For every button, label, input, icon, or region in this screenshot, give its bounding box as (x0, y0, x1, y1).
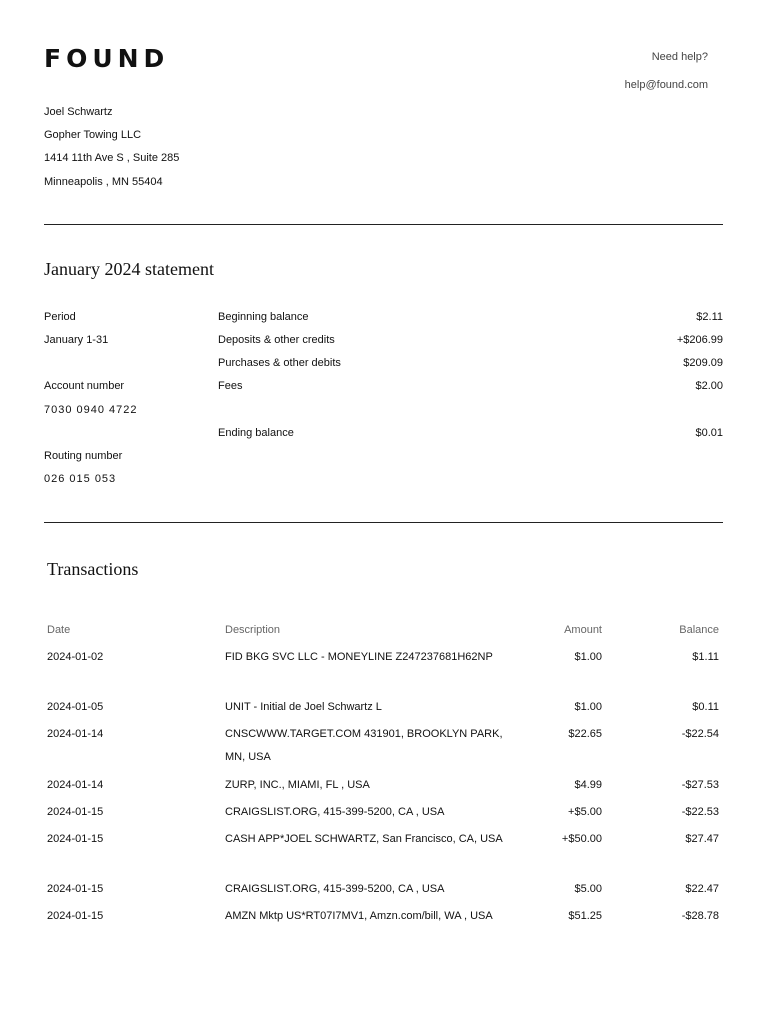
transaction-balance: -$22.54 (681, 728, 719, 740)
transaction-date: 2024-01-15 (47, 833, 104, 845)
customer-street: 1414 11th Ave S , Suite 285 (44, 152, 180, 164)
purchases-label: Purchases & other debits (218, 357, 341, 369)
customer-name: Joel Schwartz (44, 106, 113, 118)
transaction-description: CRAIGSLIST.ORG, 415-399-5200, CA , USA (225, 883, 445, 895)
found-logo: FOUND (44, 44, 170, 73)
transaction-balance: $0.11 (692, 701, 719, 713)
transaction-description: AMZN Mktp US*RT07I7MV1, Amzn.com/bill, WA , USA (225, 910, 493, 922)
transaction-date: 2024-01-02 (47, 651, 104, 663)
transaction-amount: +$5.00 (568, 806, 602, 818)
transaction-amount: $4.99 (574, 779, 602, 791)
transaction-date: 2024-01-15 (47, 910, 104, 922)
fees-label: Fees (218, 380, 243, 392)
fees-value: $2.00 (695, 380, 723, 392)
transaction-amount: +$50.00 (561, 833, 602, 845)
routing-number-value: 026 015 053 (44, 473, 117, 485)
divider (44, 224, 723, 225)
transaction-date: 2024-01-14 (47, 728, 104, 740)
transaction-description: CNSCWWW.TARGET.COM 431901, BROOKLYN PARK, MN, USA (225, 728, 503, 763)
transaction-amount: $51.25 (568, 910, 602, 922)
transaction-balance: -$27.53 (681, 779, 719, 791)
transaction-balance: $1.11 (692, 651, 719, 663)
transaction-description: UNIT - Initial de Joel Schwartz L (225, 701, 382, 713)
beginning-balance-value: $2.11 (696, 311, 723, 323)
transaction-date: 2024-01-15 (47, 806, 104, 818)
transaction-date: 2024-01-05 (47, 701, 104, 713)
transaction-description: FID BKG SVC LLC - MONEYLINE Z247237681H62NP (225, 651, 493, 663)
need-help-text: Need help? (651, 51, 708, 63)
transaction-date: 2024-01-15 (47, 883, 104, 895)
ending-balance-label: Ending balance (218, 427, 294, 439)
routing-number-label: Routing number (44, 450, 123, 462)
account-number-label: Account number (44, 380, 125, 392)
transactions-title: Transactions (47, 559, 139, 579)
deposits-label: Deposits & other credits (218, 334, 335, 346)
transaction-balance: $22.47 (685, 883, 719, 895)
customer-company: Gopher Towing LLC (44, 129, 142, 141)
transaction-balance: -$22.53 (681, 806, 719, 818)
transaction-amount: $1.00 (574, 651, 602, 663)
transaction-amount: $1.00 (574, 701, 602, 713)
transaction-date: 2024-01-14 (47, 779, 104, 791)
purchases-value: $209.09 (683, 357, 723, 369)
customer-city: Minneapolis , MN 55404 (44, 176, 163, 188)
date-column-header: Date (47, 624, 71, 636)
transaction-amount: $22.65 (568, 728, 602, 740)
description-column-header: Description (225, 624, 281, 636)
balance-column-header: Balance (679, 624, 719, 636)
statement-title: January 2024 statement (44, 259, 214, 279)
transaction-balance: $27.47 (685, 833, 719, 845)
help-email-link[interactable]: help@found.com (624, 79, 708, 91)
transaction-description: CRAIGSLIST.ORG, 415-399-5200, CA , USA (225, 806, 445, 818)
period-value: January 1-31 (44, 334, 109, 346)
transaction-description: CASH APP*JOEL SCHWARTZ, San Francisco, CA, USA (225, 833, 503, 845)
beginning-balance-label: Beginning balance (218, 311, 309, 323)
period-label: Period (44, 311, 76, 323)
ending-balance-value: $0.01 (695, 427, 723, 439)
transaction-amount: $5.00 (574, 883, 602, 895)
amount-column-header: Amount (564, 624, 602, 636)
account-number-value: 7030 0940 4722 (44, 404, 138, 416)
transaction-balance: -$28.78 (681, 910, 719, 922)
divider (44, 522, 723, 523)
transaction-description: ZURP, INC., MIAMI, FL , USA (225, 779, 370, 791)
deposits-value: +$206.99 (676, 334, 723, 346)
